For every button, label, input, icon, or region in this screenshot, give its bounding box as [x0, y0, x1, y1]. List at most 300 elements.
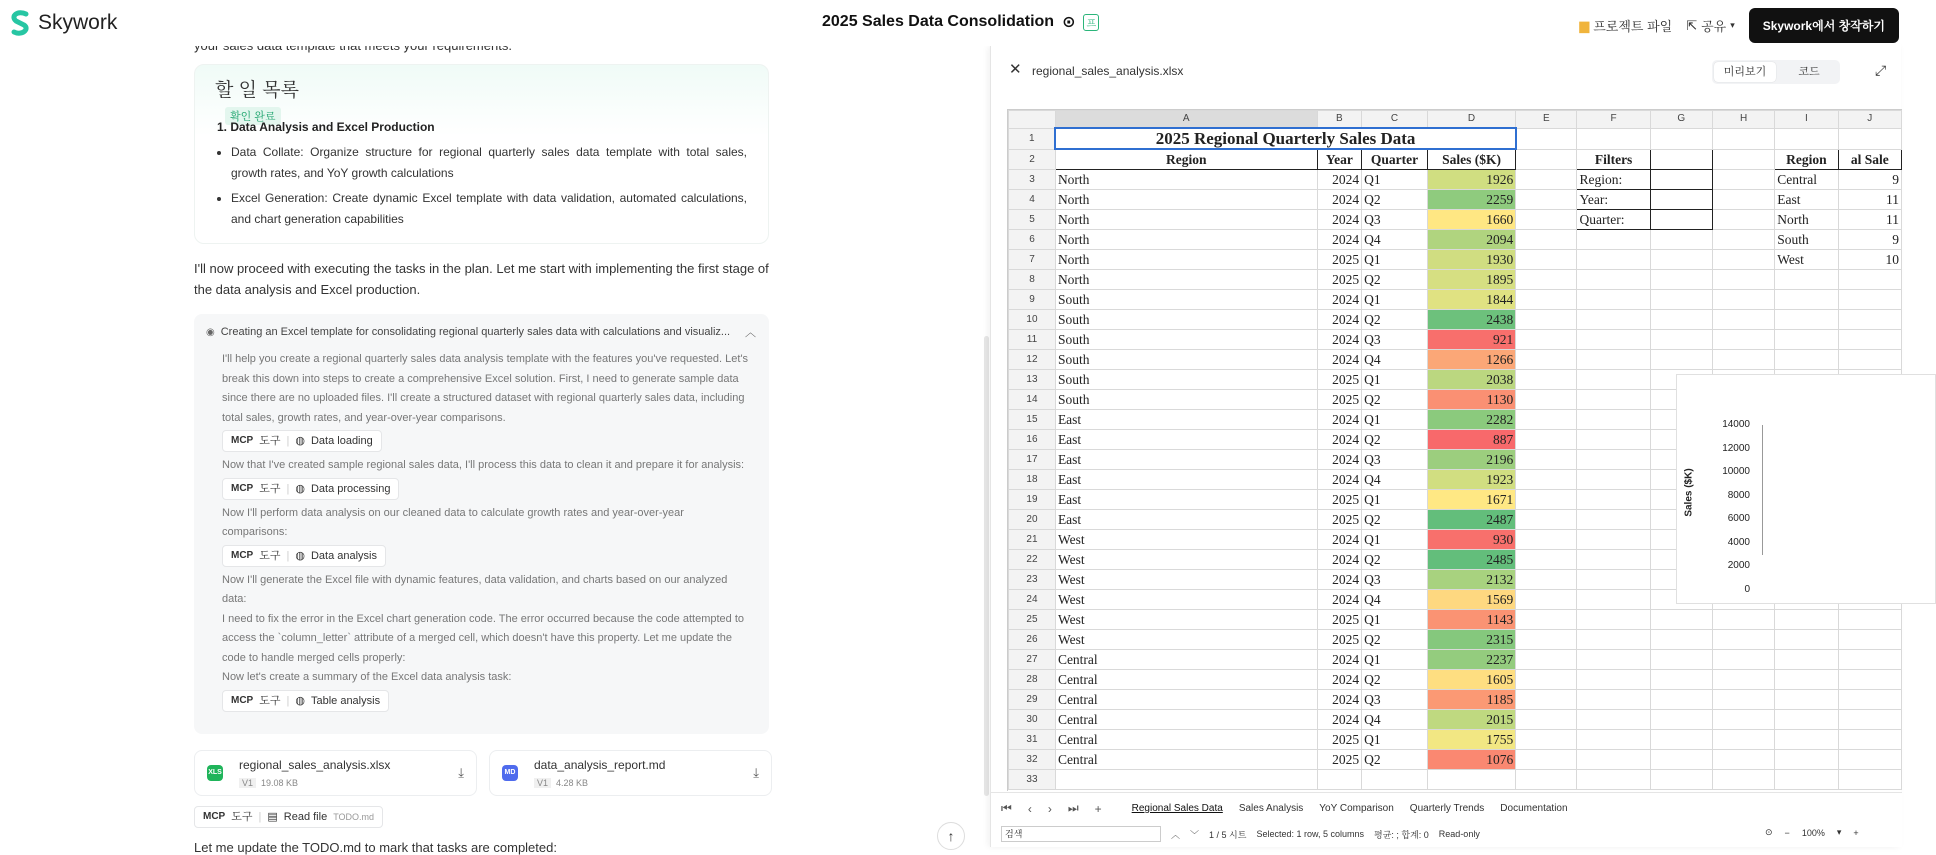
cell[interactable] — [1775, 690, 1838, 710]
year-cell[interactable]: 2024 — [1317, 230, 1362, 250]
cell[interactable] — [1516, 510, 1577, 530]
cell[interactable] — [1838, 290, 1901, 310]
chat-scrollbar[interactable] — [984, 336, 989, 796]
cell[interactable] — [1838, 270, 1901, 290]
sales-cell[interactable]: 1671 — [1427, 490, 1515, 510]
cell[interactable] — [1516, 250, 1577, 270]
cell[interactable] — [1775, 270, 1838, 290]
first-sheet-icon[interactable]: ⏮ — [1001, 801, 1012, 815]
sales-cell[interactable]: 1930 — [1427, 250, 1515, 270]
quarter-cell[interactable]: Q1 — [1362, 610, 1428, 630]
quarter-cell[interactable]: Q1 — [1362, 490, 1428, 510]
cell[interactable] — [1650, 770, 1712, 790]
cell[interactable] — [1712, 310, 1774, 330]
year-cell[interactable]: 2024 — [1317, 690, 1362, 710]
sales-cell[interactable]: 2259 — [1427, 190, 1515, 210]
region-cell[interactable]: West — [1055, 550, 1317, 570]
row-header[interactable]: 18 — [1009, 470, 1056, 490]
region-cell[interactable]: South — [1055, 290, 1317, 310]
cell[interactable] — [1650, 690, 1712, 710]
sales-cell[interactable]: 887 — [1427, 430, 1515, 450]
row-header[interactable]: 33 — [1009, 770, 1056, 790]
row-header[interactable]: 22 — [1009, 550, 1056, 570]
zoom-level[interactable]: 100% — [1801, 827, 1825, 838]
next-sheet-icon[interactable]: › — [1047, 801, 1052, 816]
region-cell[interactable]: West — [1055, 570, 1317, 590]
cell[interactable] — [1712, 730, 1774, 750]
cell[interactable] — [1577, 670, 1650, 690]
cell[interactable] — [1427, 770, 1515, 790]
quarter-cell[interactable]: Q1 — [1362, 730, 1428, 750]
cell[interactable] — [1516, 350, 1577, 370]
row-header[interactable]: 30 — [1009, 710, 1056, 730]
cell[interactable] — [1577, 430, 1650, 450]
cell[interactable] — [1712, 290, 1774, 310]
cell[interactable] — [1712, 770, 1774, 790]
cell[interactable] — [1055, 770, 1317, 790]
summary-value[interactable]: 11 — [1838, 190, 1901, 210]
sheet-tab[interactable]: Sales Analysis — [1238, 803, 1304, 814]
quarter-cell[interactable]: Q1 — [1362, 170, 1428, 190]
column-title[interactable]: Quarter — [1362, 149, 1428, 170]
row-header[interactable]: 14 — [1009, 390, 1056, 410]
cell[interactable] — [1577, 390, 1650, 410]
cell[interactable] — [1712, 190, 1774, 210]
sales-cell[interactable]: 1923 — [1427, 470, 1515, 490]
summary-header[interactable]: al Sale — [1838, 149, 1901, 170]
sales-cell[interactable]: 2094 — [1427, 230, 1515, 250]
read-file-chip[interactable] — [194, 804, 383, 832]
cell[interactable] — [1838, 690, 1901, 710]
quarter-cell[interactable]: Q2 — [1362, 630, 1428, 650]
quarter-cell[interactable]: Q2 — [1362, 750, 1428, 770]
row-header[interactable]: 27 — [1009, 650, 1056, 670]
quarter-cell[interactable]: Q2 — [1362, 190, 1428, 210]
year-cell[interactable]: 2024 — [1317, 350, 1362, 370]
cell[interactable] — [1838, 310, 1901, 330]
quarter-cell[interactable]: Q4 — [1362, 710, 1428, 730]
row-header[interactable]: 20 — [1009, 510, 1056, 530]
quarter-cell[interactable]: Q3 — [1362, 450, 1428, 470]
cell[interactable] — [1516, 210, 1577, 230]
sales-cell[interactable]: 2015 — [1427, 710, 1515, 730]
year-cell[interactable]: 2024 — [1317, 290, 1362, 310]
row-header[interactable]: 25 — [1009, 610, 1056, 630]
cell[interactable] — [1577, 270, 1650, 290]
filter-input[interactable] — [1650, 170, 1712, 190]
year-cell[interactable]: 2024 — [1317, 450, 1362, 470]
cell[interactable] — [1516, 170, 1577, 190]
year-cell[interactable]: 2024 — [1317, 670, 1362, 690]
summary-region[interactable]: East — [1775, 190, 1838, 210]
summary-header[interactable]: Region — [1775, 149, 1838, 170]
sales-cell[interactable]: 1266 — [1427, 350, 1515, 370]
filter-label[interactable]: Region: — [1577, 170, 1650, 190]
cell[interactable] — [1577, 410, 1650, 430]
cell[interactable] — [1516, 190, 1577, 210]
cell[interactable] — [1650, 250, 1712, 270]
cell[interactable] — [1650, 670, 1712, 690]
cell[interactable] — [1650, 650, 1712, 670]
year-cell[interactable]: 2025 — [1317, 270, 1362, 290]
cell[interactable] — [1775, 290, 1838, 310]
cell[interactable] — [1516, 530, 1577, 550]
summary-region[interactable]: West — [1775, 250, 1838, 270]
brand-logo[interactable] — [8, 10, 117, 36]
cell[interactable] — [1775, 670, 1838, 690]
sales-cell[interactable]: 2282 — [1427, 410, 1515, 430]
region-cell[interactable]: North — [1055, 210, 1317, 230]
tool-chip-data-processing[interactable] — [222, 478, 399, 500]
project-files-button[interactable] — [1579, 16, 1672, 35]
cell[interactable] — [1516, 149, 1577, 170]
filters-title[interactable]: Filters — [1577, 149, 1650, 170]
quarter-cell[interactable]: Q1 — [1362, 410, 1428, 430]
year-cell[interactable]: 2024 — [1317, 410, 1362, 430]
quarter-cell[interactable]: Q2 — [1362, 310, 1428, 330]
row-header[interactable]: 32 — [1009, 750, 1056, 770]
cell[interactable] — [1775, 330, 1838, 350]
year-cell[interactable]: 2024 — [1317, 190, 1362, 210]
row-header[interactable]: 29 — [1009, 690, 1056, 710]
cell[interactable] — [1838, 650, 1901, 670]
cell[interactable] — [1650, 290, 1712, 310]
cell[interactable] — [1577, 310, 1650, 330]
quarter-cell[interactable]: Q4 — [1362, 350, 1428, 370]
row-header[interactable]: 8 — [1009, 270, 1056, 290]
cell[interactable] — [1516, 270, 1577, 290]
download-icon[interactable]: ⤓ — [753, 765, 759, 780]
sheet-tab[interactable]: YoY Comparison — [1319, 803, 1394, 814]
file-card-xlsx[interactable] — [194, 750, 477, 796]
region-cell[interactable]: Central — [1055, 690, 1317, 710]
cell[interactable] — [1650, 149, 1712, 170]
cell[interactable] — [1577, 750, 1650, 770]
cell[interactable] — [1838, 630, 1901, 650]
cell[interactable] — [1650, 330, 1712, 350]
cell[interactable] — [1516, 610, 1577, 630]
column-header[interactable]: H — [1712, 111, 1774, 129]
row-header[interactable]: 17 — [1009, 450, 1056, 470]
quarter-cell[interactable]: Q2 — [1362, 670, 1428, 690]
tool-chip-data-analysis[interactable] — [222, 545, 386, 567]
cell[interactable] — [1516, 590, 1577, 610]
summary-region[interactable]: Central — [1775, 170, 1838, 190]
region-cell[interactable]: Central — [1055, 730, 1317, 750]
cell[interactable] — [1577, 550, 1650, 570]
cell[interactable] — [1516, 730, 1577, 750]
cell[interactable] — [1712, 650, 1774, 670]
sales-cell[interactable]: 1660 — [1427, 210, 1515, 230]
cell[interactable] — [1838, 128, 1901, 149]
sales-cell[interactable]: 1569 — [1427, 590, 1515, 610]
expand-icon[interactable]: ⤢ — [1875, 62, 1887, 78]
year-cell[interactable]: 2024 — [1317, 530, 1362, 550]
cell[interactable] — [1650, 710, 1712, 730]
region-cell[interactable]: East — [1055, 510, 1317, 530]
column-header[interactable]: J — [1838, 111, 1901, 129]
search-next-icon[interactable]: ﹀ — [1190, 829, 1200, 840]
cell[interactable] — [1516, 390, 1577, 410]
cell[interactable] — [1712, 710, 1774, 730]
cell[interactable] — [1577, 610, 1650, 630]
cell[interactable] — [1775, 350, 1838, 370]
summary-value[interactable]: 10 — [1838, 250, 1901, 270]
cell[interactable] — [1577, 770, 1650, 790]
quarter-cell[interactable]: Q1 — [1362, 290, 1428, 310]
region-cell[interactable]: Central — [1055, 670, 1317, 690]
cell[interactable] — [1577, 490, 1650, 510]
cell[interactable] — [1577, 730, 1650, 750]
tool-chip-table-analysis[interactable] — [222, 690, 389, 712]
year-cell[interactable]: 2025 — [1317, 510, 1362, 530]
cell[interactable] — [1516, 470, 1577, 490]
year-cell[interactable]: 2024 — [1317, 710, 1362, 730]
cell[interactable] — [1775, 750, 1838, 770]
zoom-fit-icon[interactable]: ⊙ — [1765, 827, 1773, 837]
region-cell[interactable]: East — [1055, 450, 1317, 470]
cell[interactable] — [1577, 630, 1650, 650]
region-cell[interactable]: North — [1055, 250, 1317, 270]
quarter-cell[interactable]: Q3 — [1362, 330, 1428, 350]
row-header[interactable]: 3 — [1009, 170, 1056, 190]
sales-cell[interactable]: 1143 — [1427, 610, 1515, 630]
region-cell[interactable]: North — [1055, 170, 1317, 190]
cell[interactable] — [1516, 550, 1577, 570]
quarter-cell[interactable]: Q1 — [1362, 650, 1428, 670]
row-header[interactable]: 4 — [1009, 190, 1056, 210]
year-cell[interactable]: 2024 — [1317, 430, 1362, 450]
filter-input[interactable] — [1650, 190, 1712, 210]
cell[interactable] — [1577, 370, 1650, 390]
cell[interactable] — [1712, 350, 1774, 370]
year-cell[interactable]: 2024 — [1317, 470, 1362, 490]
row-header[interactable]: 21 — [1009, 530, 1056, 550]
year-cell[interactable]: 2025 — [1317, 370, 1362, 390]
cell[interactable] — [1712, 170, 1774, 190]
cell[interactable] — [1775, 310, 1838, 330]
sales-cell[interactable]: 2315 — [1427, 630, 1515, 650]
row-header[interactable]: 2 — [1009, 149, 1056, 170]
column-title[interactable]: Sales ($K) — [1427, 149, 1515, 170]
cell[interactable] — [1516, 650, 1577, 670]
region-cell[interactable]: South — [1055, 310, 1317, 330]
last-sheet-icon[interactable]: ⏭ — [1067, 801, 1079, 815]
cell[interactable] — [1838, 610, 1901, 630]
cell[interactable] — [1516, 370, 1577, 390]
year-cell[interactable]: 2024 — [1317, 310, 1362, 330]
cell[interactable] — [1838, 730, 1901, 750]
cell[interactable] — [1712, 750, 1774, 770]
cell[interactable] — [1650, 630, 1712, 650]
cell[interactable] — [1516, 710, 1577, 730]
year-cell[interactable]: 2025 — [1317, 490, 1362, 510]
task-header[interactable] — [206, 324, 756, 340]
cell[interactable] — [1838, 710, 1901, 730]
cell[interactable] — [1577, 350, 1650, 370]
year-cell[interactable]: 2025 — [1317, 750, 1362, 770]
quarter-cell[interactable]: Q1 — [1362, 250, 1428, 270]
cell[interactable] — [1838, 670, 1901, 690]
quarter-cell[interactable]: Q3 — [1362, 690, 1428, 710]
quarter-cell[interactable]: Q4 — [1362, 470, 1428, 490]
region-cell[interactable]: East — [1055, 470, 1317, 490]
cell[interactable] — [1577, 250, 1650, 270]
cell[interactable] — [1712, 630, 1774, 650]
sales-cell[interactable]: 1076 — [1427, 750, 1515, 770]
row-header[interactable]: 24 — [1009, 590, 1056, 610]
tab-code[interactable]: 코드 — [1798, 66, 1820, 78]
sales-cell[interactable]: 2485 — [1427, 550, 1515, 570]
cell[interactable] — [1650, 270, 1712, 290]
region-cell[interactable]: Central — [1055, 710, 1317, 730]
quarter-cell[interactable]: Q4 — [1362, 230, 1428, 250]
cell[interactable] — [1317, 770, 1362, 790]
region-cell[interactable]: South — [1055, 370, 1317, 390]
cell[interactable] — [1516, 770, 1577, 790]
cell[interactable] — [1516, 630, 1577, 650]
sales-cell[interactable]: 2487 — [1427, 510, 1515, 530]
quarter-cell[interactable]: Q2 — [1362, 510, 1428, 530]
sales-cell[interactable]: 1895 — [1427, 270, 1515, 290]
column-header[interactable]: I — [1775, 111, 1838, 129]
scroll-to-top-button[interactable] — [937, 822, 965, 850]
cell[interactable] — [1577, 710, 1650, 730]
cell[interactable] — [1577, 330, 1650, 350]
cell[interactable] — [1650, 350, 1712, 370]
sheet-tab[interactable]: Quarterly Trends — [1409, 803, 1485, 814]
filter-label[interactable]: Quarter: — [1577, 210, 1650, 230]
year-cell[interactable]: 2024 — [1317, 170, 1362, 190]
cell[interactable] — [1712, 128, 1774, 149]
region-cell[interactable]: West — [1055, 630, 1317, 650]
row-header[interactable]: 5 — [1009, 210, 1056, 230]
corner-cell[interactable] — [1009, 111, 1056, 129]
cell[interactable] — [1516, 670, 1577, 690]
year-cell[interactable]: 2025 — [1317, 610, 1362, 630]
column-header[interactable]: B — [1317, 111, 1362, 129]
row-header[interactable]: 26 — [1009, 630, 1056, 650]
cell[interactable] — [1577, 570, 1650, 590]
sales-cell[interactable]: 2132 — [1427, 570, 1515, 590]
quarter-cell[interactable]: Q2 — [1362, 390, 1428, 410]
cell[interactable] — [1577, 230, 1650, 250]
cell[interactable] — [1838, 770, 1901, 790]
cell[interactable] — [1650, 128, 1712, 149]
add-sheet-icon[interactable]: + — [1094, 801, 1102, 816]
region-cell[interactable]: Central — [1055, 750, 1317, 770]
cell[interactable] — [1775, 770, 1838, 790]
cell[interactable] — [1577, 450, 1650, 470]
sales-cell[interactable]: 1185 — [1427, 690, 1515, 710]
sales-cell[interactable]: 1605 — [1427, 670, 1515, 690]
chart-fragment[interactable] — [1676, 374, 1936, 604]
row-header[interactable]: 10 — [1009, 310, 1056, 330]
row-header[interactable]: 19 — [1009, 490, 1056, 510]
close-icon[interactable]: ✕ — [1009, 61, 1022, 78]
filter-label[interactable]: Year: — [1577, 190, 1650, 210]
summary-region[interactable]: South — [1775, 230, 1838, 250]
column-title[interactable]: Year — [1317, 149, 1362, 170]
cell[interactable] — [1516, 690, 1577, 710]
row-header[interactable]: 12 — [1009, 350, 1056, 370]
cell[interactable] — [1712, 149, 1774, 170]
column-title[interactable]: Region — [1055, 149, 1317, 170]
cell[interactable] — [1650, 610, 1712, 630]
sales-cell[interactable]: 921 — [1427, 330, 1515, 350]
cell[interactable] — [1775, 610, 1838, 630]
cell[interactable] — [1516, 430, 1577, 450]
cell[interactable] — [1712, 230, 1774, 250]
row-header[interactable]: 16 — [1009, 430, 1056, 450]
cell[interactable] — [1516, 490, 1577, 510]
year-cell[interactable]: 2025 — [1317, 250, 1362, 270]
sales-cell[interactable]: 2237 — [1427, 650, 1515, 670]
cell[interactable] — [1516, 410, 1577, 430]
summary-value[interactable]: 9 — [1838, 230, 1901, 250]
cell[interactable] — [1577, 590, 1650, 610]
share-button[interactable] — [1686, 16, 1735, 35]
cell[interactable] — [1577, 470, 1650, 490]
cell[interactable] — [1362, 770, 1428, 790]
row-header[interactable]: 23 — [1009, 570, 1056, 590]
cell[interactable] — [1712, 610, 1774, 630]
file-card-md[interactable] — [489, 750, 772, 796]
cell[interactable] — [1712, 270, 1774, 290]
year-cell[interactable]: 2025 — [1317, 630, 1362, 650]
region-cell[interactable]: East — [1055, 410, 1317, 430]
summary-value[interactable]: 11 — [1838, 210, 1901, 230]
region-cell[interactable]: East — [1055, 430, 1317, 450]
sales-cell[interactable]: 1926 — [1427, 170, 1515, 190]
region-cell[interactable]: West — [1055, 530, 1317, 550]
row-header[interactable]: 7 — [1009, 250, 1056, 270]
cell[interactable] — [1838, 350, 1901, 370]
prev-sheet-icon[interactable]: ‹ — [1027, 801, 1032, 816]
quarter-cell[interactable]: Q3 — [1362, 570, 1428, 590]
zoom-in-icon[interactable]: + — [1853, 827, 1859, 838]
row-header[interactable]: 13 — [1009, 370, 1056, 390]
row-header[interactable]: 6 — [1009, 230, 1056, 250]
region-cell[interactable]: South — [1055, 330, 1317, 350]
quarter-cell[interactable]: Q1 — [1362, 530, 1428, 550]
column-header[interactable]: F — [1577, 111, 1650, 129]
cell[interactable] — [1516, 330, 1577, 350]
chevron-down-icon[interactable]: ▾ — [1836, 827, 1842, 837]
region-cell[interactable]: North — [1055, 270, 1317, 290]
row-header[interactable]: 15 — [1009, 410, 1056, 430]
quarter-cell[interactable]: Q4 — [1362, 590, 1428, 610]
robot-icon[interactable]: ⊙ — [1062, 14, 1076, 31]
tool-chip-data-loading[interactable] — [222, 430, 382, 452]
row-header[interactable]: 9 — [1009, 290, 1056, 310]
quarter-cell[interactable]: Q2 — [1362, 550, 1428, 570]
cell[interactable] — [1516, 750, 1577, 770]
cell[interactable] — [1577, 290, 1650, 310]
year-cell[interactable]: 2025 — [1317, 390, 1362, 410]
sales-cell[interactable]: 1755 — [1427, 730, 1515, 750]
cell[interactable] — [1516, 450, 1577, 470]
cell[interactable] — [1650, 310, 1712, 330]
cell[interactable] — [1712, 250, 1774, 270]
cell[interactable] — [1775, 650, 1838, 670]
summary-value[interactable]: 9 — [1838, 170, 1901, 190]
search-input[interactable]: 검색 — [1001, 826, 1161, 842]
cell[interactable] — [1577, 510, 1650, 530]
year-cell[interactable]: 2024 — [1317, 550, 1362, 570]
region-cell[interactable]: East — [1055, 490, 1317, 510]
column-header[interactable]: G — [1650, 111, 1712, 129]
